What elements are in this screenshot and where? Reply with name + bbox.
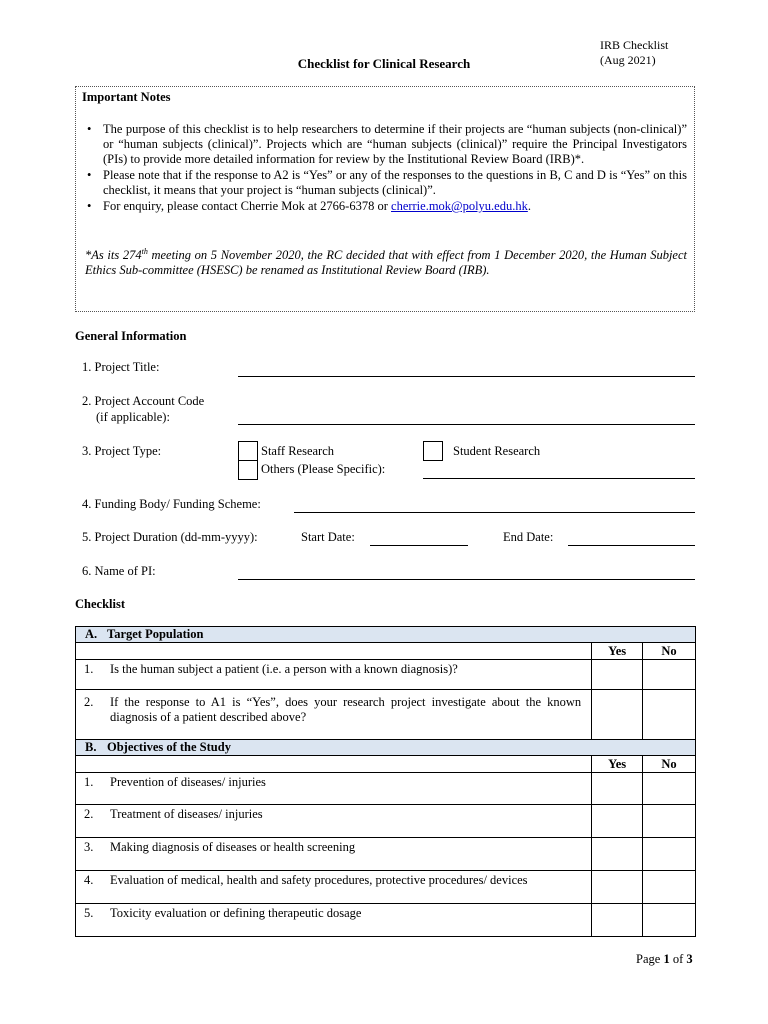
note-text: The purpose of this checklist is to help researchers to determine if their projects are “human subjects (non-clinical)” or “human subjects (clinical)”. Projects which are “human subjects (clinical)” require the Principal Investigators (PIs) to provide more detailed information for review by the Institutional Review Board (IRB)*. [103,122,687,166]
funding-label: 4. Funding Body/ Funding Scheme: [82,497,261,511]
answer-a2-no[interactable] [643,690,696,740]
project-title-label: 1. Project Title: [82,360,160,374]
others-label: Others (Please Specific): [261,462,386,476]
table-row [76,660,696,690]
section-letter: A. [85,627,98,641]
project-title-field[interactable] [238,376,695,377]
page-of: of [669,952,687,966]
question-text: If the response to A1 is “Yes”, does your research project investigate about the known diagnosis of a patient described above? [110,695,582,724]
question-a1 [76,660,592,690]
section-a-title [76,627,696,643]
project-type-label: 3. Project Type: [82,444,162,458]
important-notes-list [85,122,687,215]
note-text: For enquiry, please contact Cherrie Mok at 2766-6378 or [103,199,392,213]
general-information-heading: General Information [75,329,187,343]
footnote-superscript: th [141,246,148,256]
student-research-label: Student Research [453,444,541,458]
question-text: Prevention of diseases/ injuries [110,775,266,789]
answer-b1-yes[interactable] [592,773,643,805]
question-b2 [76,805,592,838]
irb-rename-footnote [85,248,687,278]
answer-b5-yes[interactable] [592,904,643,937]
yes-no-header-row [76,756,696,773]
question-number: 1. [84,662,94,676]
answer-b2-no[interactable] [643,805,696,838]
question-number: 5. [84,906,94,920]
yes-column-header: Yes [592,756,643,773]
answer-b3-no[interactable] [643,838,696,871]
section-b-title [76,740,696,756]
answer-b5-no[interactable] [643,904,696,937]
project-duration-label: 5. Project Duration (dd-mm-yyyy): [82,530,258,544]
question-b5 [76,904,592,937]
section-a-header [76,627,696,643]
document-version: (Aug 2021) [600,53,656,67]
question-number: 2. [84,695,94,709]
no-column-header: No [643,756,696,773]
note-item [85,122,687,167]
question-text: Is the human subject a patient (i.e. a person with a known diagnosis)? [110,662,458,676]
page-total: 3 [686,952,693,966]
header-spacer [76,756,592,773]
question-b4 [76,871,592,904]
start-date-label: Start Date: [301,530,355,544]
end-date-label: End Date: [503,530,554,544]
page-number [636,952,693,967]
staff-research-label: Staff Research [261,444,335,458]
answer-b2-yes[interactable] [592,805,643,838]
note-text: . [527,199,531,213]
note-item [85,168,687,198]
document-title: Checklist for Clinical Research [297,56,471,71]
no-column-header: No [643,643,696,660]
answer-b4-yes[interactable] [592,871,643,904]
student-research-checkbox[interactable] [423,441,443,461]
page-current: 1 [663,952,670,966]
table-row [76,838,696,871]
header-spacer [76,643,592,660]
note-text: Please note that if the response to A2 is “Yes” or any of the responses to the questions in B, C and D is “Yes” on this checklist, it means that your project is “human subjects (clinical)”. [103,168,687,197]
page-prefix: Page [636,952,664,966]
contact-email-link[interactable]: cherrie.mok@polyu.edu.hk [391,199,528,213]
table-row [76,773,696,805]
checklist-table [75,626,696,937]
document-code-label: IRB Checklist [600,38,669,52]
yes-column-header: Yes [592,643,643,660]
question-a2 [76,690,592,740]
start-date-field[interactable] [370,545,468,546]
section-letter: B. [85,740,97,754]
answer-a1-no[interactable] [643,660,696,690]
section-title: Objectives of the Study [107,740,231,754]
answer-a1-yes[interactable] [592,660,643,690]
others-checkbox[interactable] [238,460,258,480]
answer-b4-no[interactable] [643,871,696,904]
table-row [76,805,696,838]
pi-name-label: 6. Name of PI: [82,564,156,578]
answer-a2-yes[interactable] [592,690,643,740]
checklist-heading: Checklist [75,597,125,611]
footnote-text: meeting on 5 November 2020, the RC decided that with effect from 1 December 2020, the Human Subject Ethics Sub-committee (HSESC) be renamed as Institutional Review Board (IRB). [85,248,687,277]
project-account-code-sublabel: (if applicable): [96,410,170,424]
section-title: Target Population [107,627,204,641]
project-account-code-field[interactable] [238,424,695,425]
question-text: Treatment of diseases/ injuries [110,807,263,821]
table-row [76,904,696,937]
important-notes-heading: Important Notes [82,90,171,104]
table-row [76,871,696,904]
table-row [76,690,696,740]
others-specify-field[interactable] [423,478,695,479]
question-text: Evaluation of medical, health and safety procedures, protective procedures/ devices [110,873,528,887]
footnote-text: *As its 274 [85,248,142,262]
answer-b3-yes[interactable] [592,838,643,871]
question-number: 2. [84,807,94,821]
answer-b1-no[interactable] [643,773,696,805]
project-account-code-label: 2. Project Account Code [82,394,205,408]
question-b3 [76,838,592,871]
note-item [85,199,687,214]
yes-no-header-row [76,643,696,660]
question-text: Toxicity evaluation or defining therapeutic dosage [110,906,362,920]
staff-research-checkbox[interactable] [238,441,258,461]
section-b-header [76,740,696,756]
question-number: 3. [84,840,94,854]
question-number: 4. [84,873,94,887]
end-date-field[interactable] [568,545,695,546]
question-number: 1. [84,775,94,789]
question-text: Making diagnosis of diseases or health screening [110,840,356,854]
pi-name-field[interactable] [238,579,695,580]
funding-field[interactable] [294,512,695,513]
question-b1 [76,773,592,805]
